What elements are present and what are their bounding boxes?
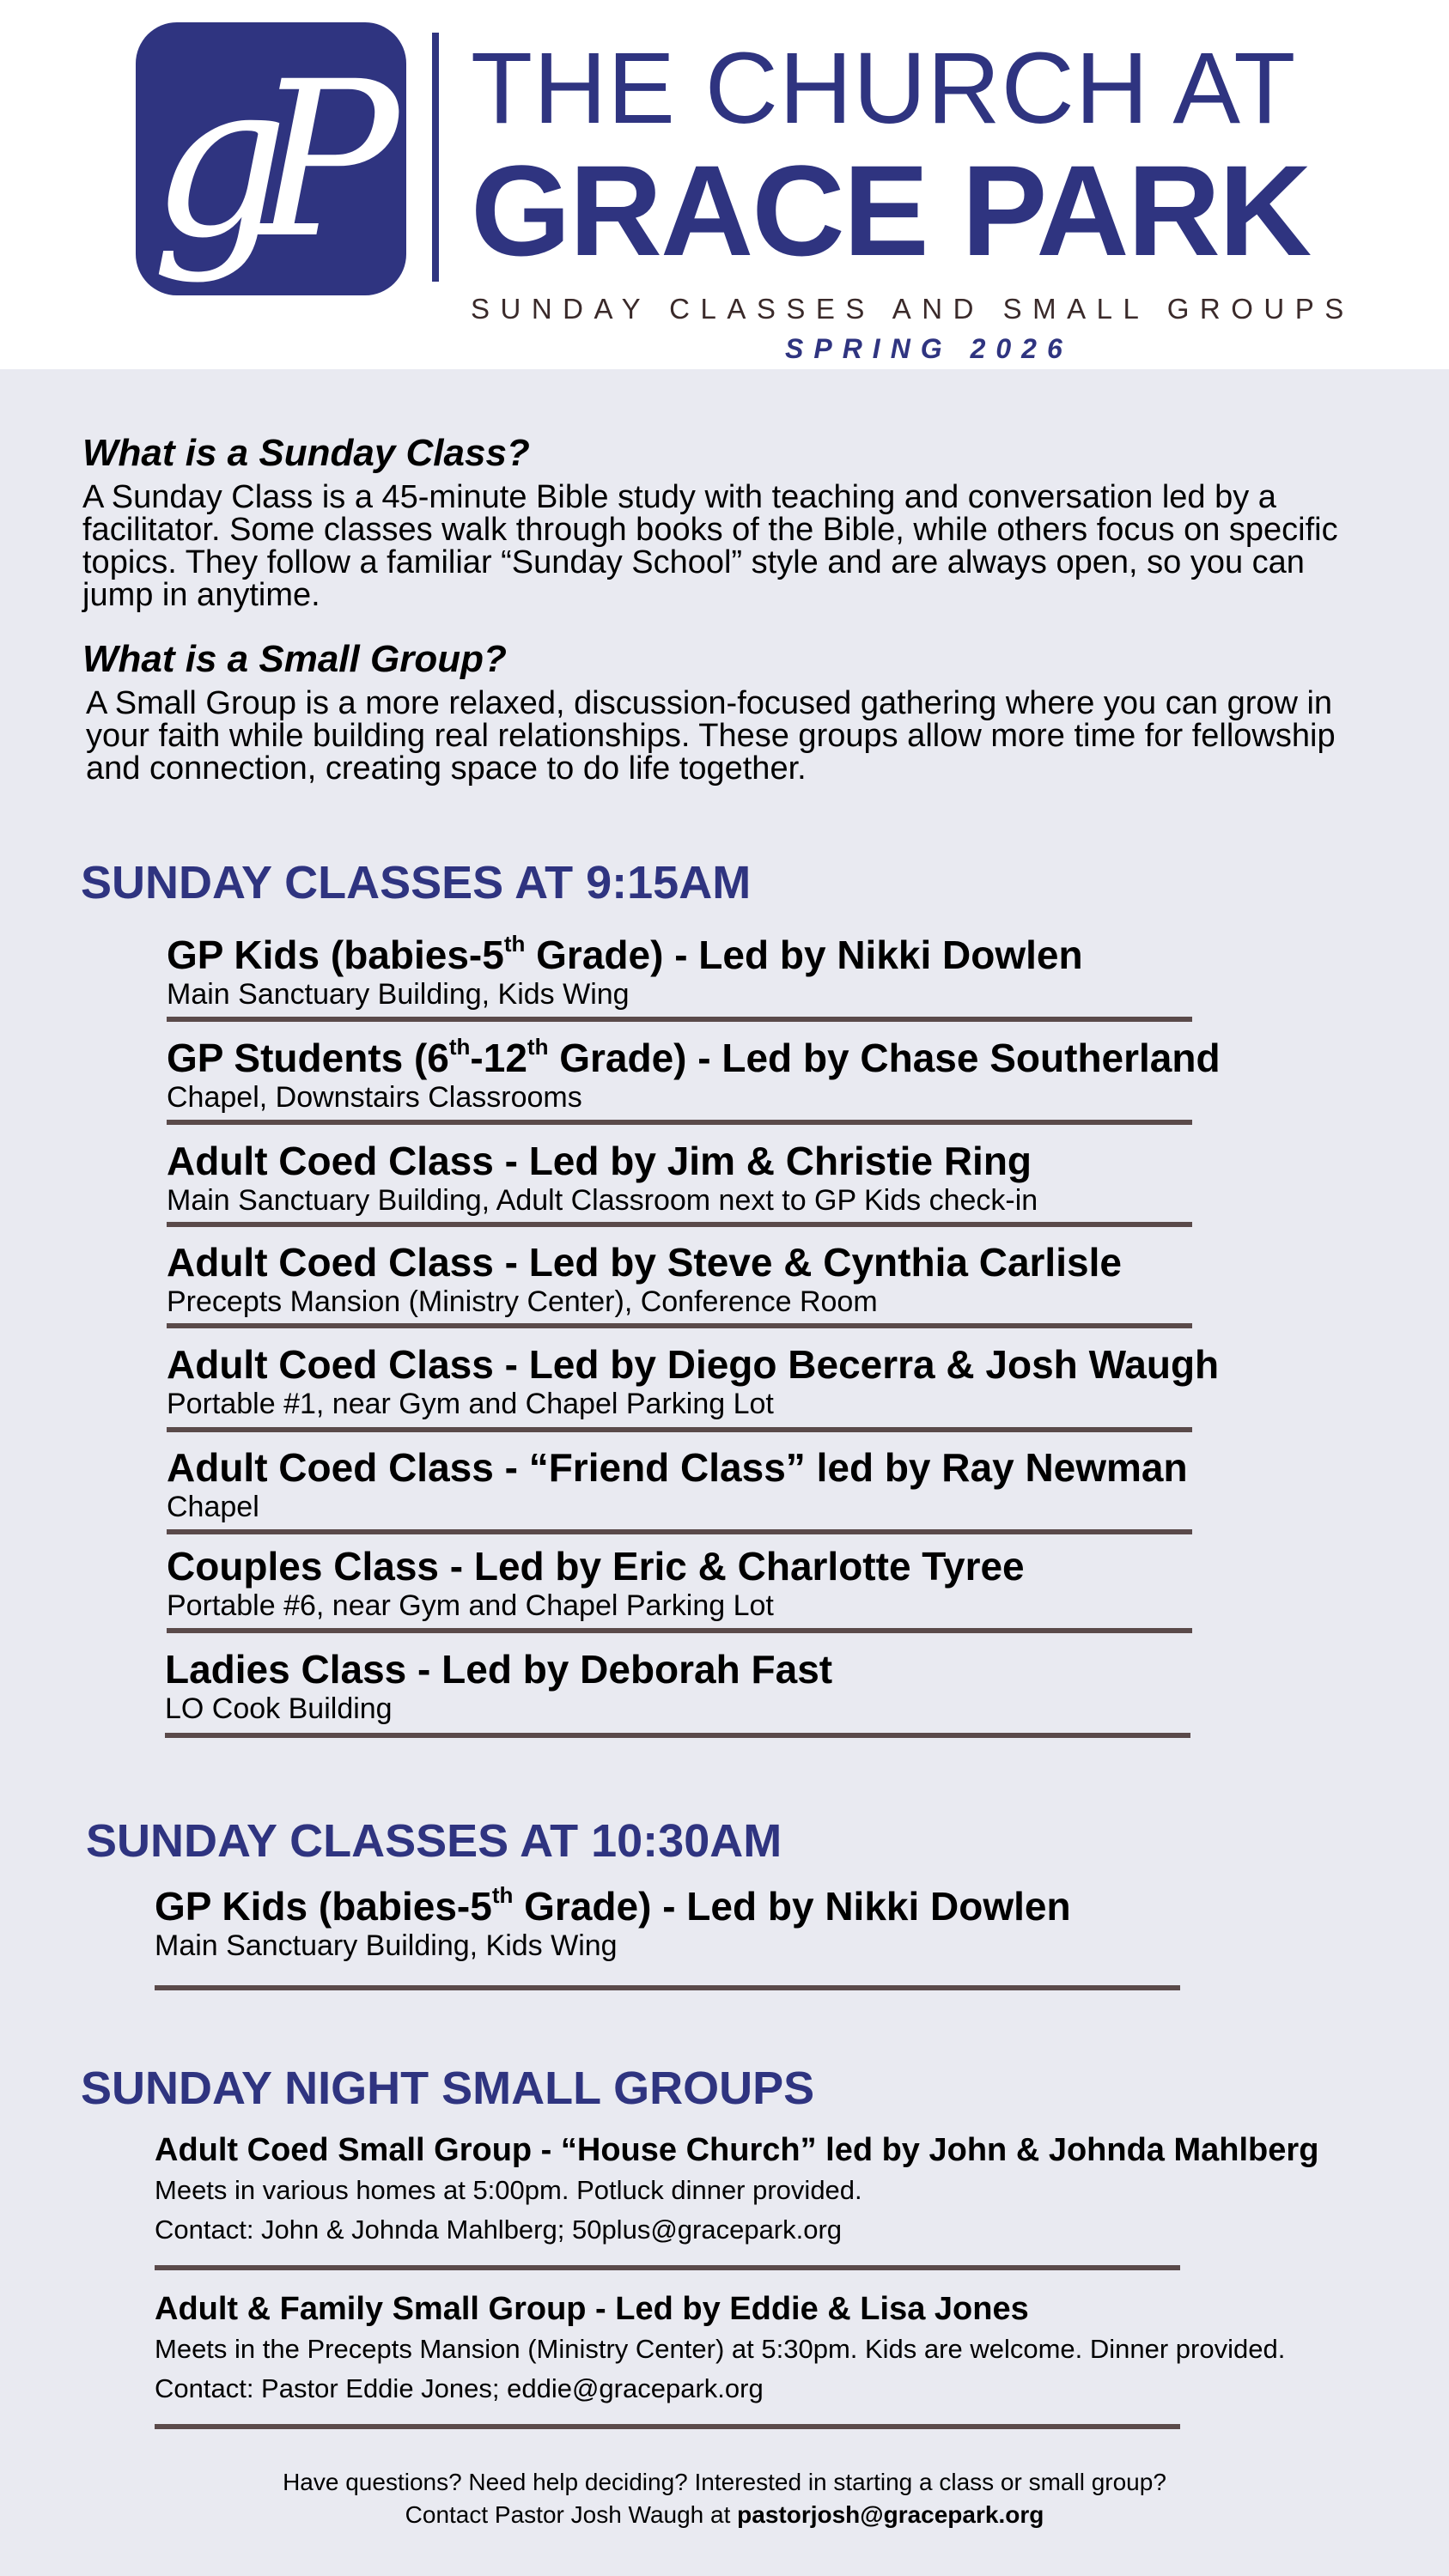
footer-question-line: Have questions? Need help deciding? Interested in starting a class or small group? [283,2469,1166,2495]
class-location: Chapel [167,1491,259,1523]
footer-contact-line: Contact Pastor Josh Waugh at pastorjosh@gracepark.org [405,2501,1044,2528]
class-item [167,1036,1283,1115]
class-item [167,1445,1283,1524]
small-group-item [155,2288,1286,2409]
divider [155,2265,1180,2270]
class-title: Adult Coed Class - “Friend Class” led by Ray Newman [167,1445,1188,1490]
class-title: GP Students (6th-12th Grade) - Led by Chase Southerland [167,1034,1221,1080]
class-title: GP Kids (babies-5th Grade) - Led by Nikki Dowlen [167,931,1083,977]
class-location: Portable #6, near Gym and Chapel Parking Lot [167,1589,774,1622]
divider [155,1985,1180,1990]
church-logo [136,22,406,295]
small-group-title: Adult & Family Small Group - Led by Eddie & Lisa Jones [155,2291,1029,2327]
class-title: Adult Coed Class - Led by Jim & Christie Ring [167,1139,1032,1183]
class-location: Main Sanctuary Building, Adult Classroom next to GP Kids check-in [167,1184,1038,1217]
small-group-title: Adult Coed Small Group - “House Church” led by John & Johnda Mahlberg [155,2132,1319,2168]
class-location: Main Sanctuary Building, Kids Wing [155,1929,618,1962]
faq-question-small-group: What is a Small Group? [82,638,507,680]
church-name-top: THE CHURCH AT [471,32,1297,145]
footer [0,2466,1449,2531]
small-group-item [155,2129,1319,2250]
class-item [167,1139,1283,1218]
section-heading-915: SUNDAY CLASSES AT 9:15AM [81,857,752,908]
header-banner [0,0,1449,369]
small-group-details: Meets in the Precepts Mansion (Ministry Center) at 5:30pm. Kids are welcome. Dinner provided. [155,2334,1286,2364]
logo-monogram: gP [151,35,365,285]
class-location: Main Sanctuary Building, Kids Wing [167,978,630,1011]
church-name-bottom: GRACE PARK [471,138,1311,283]
divider [167,1017,1192,1022]
class-location: Portable #1, near Gym and Chapel Parking Lot [167,1388,774,1420]
divider [167,1222,1192,1227]
section-heading-small-groups: SUNDAY NIGHT SMALL GROUPS [81,2063,815,2114]
faq-answer-small-group: A Small Group is a more relaxed, discussion-focused gathering where you can grow in your faith while building real relationships. These groups allow more time for fellowship and connection, creating space to do life together. [86,685,1336,787]
faq-answer-sunday-class: A Sunday Class is a 45-minute Bible study with teaching and conversation led by a facilitator. Some classes walk through books of the Bible, while others focus on specific topics. They follow a familiar “Sunday School” style and are always open, so you can jump in anytime. [82,479,1338,613]
class-item [167,1240,1283,1319]
class-title: Couples Class - Led by Eric & Charlotte Tyree [167,1544,1025,1589]
section-heading-1030: SUNDAY CLASSES AT 10:30AM [86,1815,782,1867]
contact-email: pastorjosh@gracepark.org [737,2501,1044,2528]
class-location: LO Cook Building [165,1692,393,1725]
class-location: Chapel, Downstairs Classrooms [167,1081,582,1114]
class-location: Precepts Mansion (Ministry Center), Conference Room [167,1285,878,1318]
document-subtitle: SUNDAY CLASSES AND SMALL GROUPS [471,293,1355,325]
season-label: SPRING 2026 [785,333,1073,364]
divider [167,1120,1192,1125]
logo-divider [432,33,439,282]
divider [155,2424,1180,2429]
small-group-details: Meets in various homes at 5:00pm. Potluck dinner provided. [155,2175,862,2205]
class-title: Ladies Class - Led by Deborah Fast [165,1647,833,1692]
class-item [167,933,1283,1012]
class-item [167,1544,1283,1623]
divider [165,1733,1190,1738]
class-item [155,1884,1271,1963]
small-group-contact: Contact: John & Johnda Mahlberg; 50plus@gracepark.org [155,2215,843,2245]
divider [167,1628,1192,1633]
class-title: Adult Coed Class - Led by Diego Becerra & Josh Waugh [167,1342,1220,1387]
small-group-contact: Contact: Pastor Eddie Jones; eddie@gracepark.org [155,2373,764,2403]
divider [167,1529,1192,1534]
class-item [165,1647,1282,1726]
divider [167,1427,1192,1432]
divider [167,1323,1192,1328]
faq-question-sunday-class: What is a Sunday Class? [82,432,530,474]
class-title: GP Kids (babies-5th Grade) - Led by Nikki Dowlen [155,1882,1071,1929]
class-title: Adult Coed Class - Led by Steve & Cynthia Carlisle [167,1240,1122,1285]
class-item [167,1342,1283,1421]
